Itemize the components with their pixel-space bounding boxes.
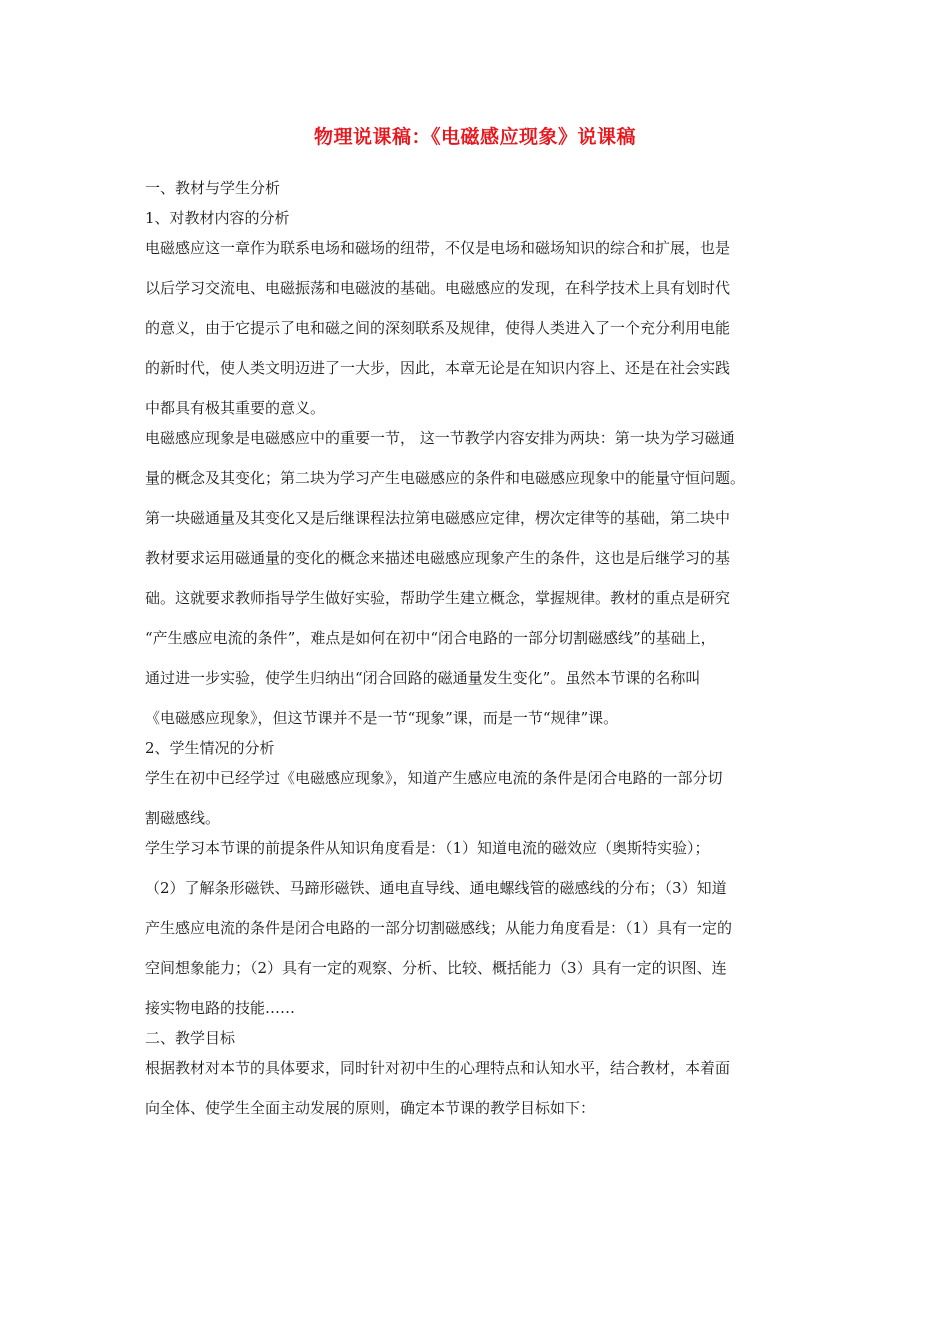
document-title: 物理说课稿：《电磁感应现象》说课稿 <box>313 126 636 148</box>
section-heading: 2、学生情况的分析 <box>145 739 275 757</box>
paragraph-line: 电磁感应这一章作为联系电场和磁场的纽带，不仅是电场和磁场知识的综合和扩展，也是 <box>145 239 731 257</box>
paragraph-line: 的新时代，使人类文明迈进了一大步，因此，本章无论是在知识内容上、还是在社会实践 <box>145 359 731 377</box>
paragraph <box>145 766 810 836</box>
paragraph-line: 以后学习交流电、电磁振荡和电磁波的基础。电磁感应的发现，在科学技术上具有划时代 <box>145 279 731 297</box>
paragraph-line: （2）了解条形磁铁、马蹄形磁铁、通电直导线、通电螺线管的磁感线的分布；（3）知道 <box>145 879 727 897</box>
paragraph-line: 割磁感线。 <box>145 809 221 827</box>
document-body <box>145 176 810 1126</box>
paragraph <box>145 236 810 426</box>
paragraph-line: 《电磁感应现象》，但这节课并不是一节“现象”课，而是一节“规律”课。 <box>145 709 619 727</box>
section-heading: 1、对教材内容的分析 <box>145 209 290 227</box>
section-heading: 二、教学目标 <box>145 1029 236 1047</box>
paragraph-line: 中都具有极其重要的意义。 <box>145 399 326 417</box>
paragraph-line: 第一块磁通量及其变化又是后继课程法拉第电磁感应定律，楞次定律等的基础，第二块中 <box>145 509 731 527</box>
paragraph-line: 学生在初中已经学过《电磁感应现象》，知道产生感应电流的条件是闭合电路的一部分切 <box>145 769 723 787</box>
paragraph-line: 接实物电路的技能…… <box>145 999 296 1017</box>
paragraph-line: 根据教材对本节的具体要求，同时针对初中生的心理特点和认知水平，结合教材，本着面 <box>145 1059 731 1077</box>
paragraph <box>145 1056 810 1126</box>
paragraph-line: “产生感应电流的条件”，难点是如何在初中“闭合电路的一部分切割磁感线”的基础上， <box>145 629 716 647</box>
paragraph-line: 教材要求运用磁通量的变化的概念来描述电磁感应现象产生的条件，这也是后继学习的基 <box>145 549 731 567</box>
paragraph-line: 空间想象能力；（2）具有一定的观察、分析、比较、概括能力（3）具有一定的识图、连 <box>145 959 727 977</box>
paragraph-line: 产生感应电流的条件是闭合电路的一部分切割磁感线；从能力角度看是：（1）具有一定的 <box>145 919 733 937</box>
paragraph-line: 通过进一步实验，使学生归纳出“闭合回路的磁通量发生变化”。虽然本节课的名称叫 <box>145 669 701 687</box>
paragraph-line: 向全体、使学生全面主动发展的原则，确定本节课的教学目标如下： <box>145 1099 596 1117</box>
paragraph-line: 的意义，由于它提示了电和磁之间的深刻联系及规律，使得人类进入了一个充分利用电能 <box>145 319 731 337</box>
paragraph <box>145 836 810 1026</box>
paragraph-line: 量的概念及其变化；第二块为学习产生电磁感应的条件和电磁感应现象中的能量守恒问题。 <box>145 469 746 487</box>
paragraph-line: 础。这就要求教师指导学生做好实验，帮助学生建立概念，掌握规律。教材的重点是研究 <box>145 589 731 607</box>
paragraph <box>145 426 810 736</box>
section-heading: 一、教材与学生分析 <box>145 179 281 197</box>
paragraph-line: 学生学习本节课的前提条件从知识角度看是：（1）知道电流的磁效应（奥斯特实验）； <box>145 839 710 857</box>
paragraph-line: 电磁感应现象是电磁感应中的重要一节， 这一节教学内容安排为两块：第一块为学习磁通 <box>145 429 735 447</box>
